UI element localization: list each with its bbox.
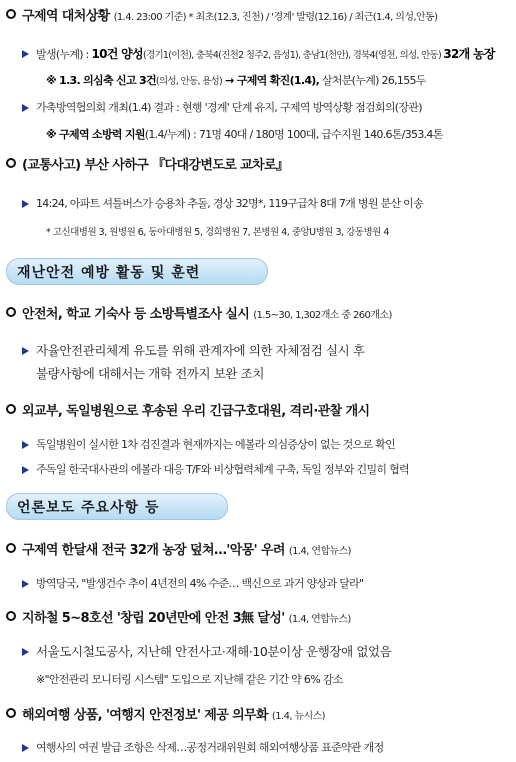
text-part: (1.4/누계) : 71명 40대 / 180명 100대, 급수지원 140.6톤/353.4톤 — [144, 128, 443, 141]
heading-meta: (1.4, 뉴시스) — [271, 711, 325, 722]
heading-meta: (1.4. 23:00 기준) * 최초(12.3, 진천) / '경계' 발령(12.16) / 최근(1.4, 의성,안동) — [113, 12, 438, 23]
text-part: ※ 1.3. 의심축 신고 3건 — [46, 74, 156, 87]
heading-meta: (1.4, 연합뉴스) — [288, 546, 351, 557]
section-bullet-circle — [6, 708, 16, 718]
heading-meta: (1.5~30, 1,302개소 중 260개소) — [253, 310, 392, 321]
section-heading — [22, 539, 512, 558]
text-part: 발생(누계) : — [36, 48, 92, 61]
bullet-triangle-icon — [22, 466, 29, 474]
bullet-triangle-icon — [22, 200, 29, 208]
text-part: 32개 농장 — [443, 47, 495, 61]
section-bullet-circle — [6, 9, 16, 19]
section-bullet-circle — [6, 611, 16, 621]
body-note — [46, 126, 514, 142]
section-heading — [22, 5, 512, 24]
body-line: 독일병원이 실시한 1차 검진결과 현재까지는 에볼라 의심증상이 없는 것으로 확인 — [36, 438, 396, 451]
body-line — [36, 45, 514, 62]
section-bullet-circle — [6, 307, 16, 317]
heading-text: 지하철 5~8호선 '창립 20년만에 안전 3無 달성' — [22, 611, 285, 626]
banner-text: 언론보도 주요사항 등 — [17, 499, 160, 516]
section-heading: (교통사고) 부산 사하구 『다대강변도로 교차로』 — [22, 158, 289, 173]
text-part: 10건 양성 — [91, 47, 143, 61]
heading-text: 구제역 대처상황 — [22, 9, 110, 24]
body-note — [46, 72, 514, 88]
body-line: 여행사의 여권 발급 조항은 삭제…공정거래위원회 해외여행상품 표준약관 개정 — [36, 741, 384, 754]
bullet-triangle-icon — [22, 744, 29, 752]
heading-meta: (1.4, 연합뉴스) — [288, 614, 351, 625]
body-line: 방역당국, "발생건수 추이 4년전의 4% 수준… 백신으로 과거 양상과 달라" — [36, 577, 364, 590]
bullet-triangle-icon — [22, 648, 29, 656]
text-part: ※ 구제역 소방력 지원 — [46, 128, 145, 141]
section-heading: 외교부, 독일병원으로 후송된 우리 긴급구호대원, 격리·관찰 개시 — [22, 404, 370, 419]
body-line: 가축방역협의회 개최(1.4) 결과 : 현행 '경계' 단계 유지, 구제역 방역상황 점검회의(장관) — [36, 101, 422, 114]
body-line: 불량사항에 대해서는 개학 전까지 보완 조치 — [36, 366, 265, 381]
body-line: 14:24, 아파트 셔틀버스가 승용차 추돌, 경상 32명*, 119구급차 8대 7개 병원 분산 이송 — [36, 197, 424, 210]
category-banner — [6, 493, 228, 520]
bullet-triangle-icon — [22, 347, 29, 355]
body-line: 자율안전관리체계 유도를 위해 관계자에 의한 자체점검 실시 후 — [36, 343, 365, 358]
heading-text: 해외여행 상품, '여행지 안전정보' 제공 의무화 — [22, 708, 268, 723]
bullet-triangle-icon — [22, 104, 29, 112]
text-part: → 구제역 확진(1.4), — [222, 74, 320, 87]
bullet-triangle-icon — [22, 50, 29, 58]
body-note: ※"안전관리 모니터링 시스템" 도입으로 지난해 같은 기간 약 6% 감소 — [36, 673, 343, 686]
section-bullet-circle — [6, 158, 16, 168]
section-bullet-circle — [6, 404, 16, 414]
body-line: 서울도시철도공사, 지난해 안전사고·재해·10분이상 운행장애 없었음 — [36, 644, 392, 659]
heading-text: 구제역 한달새 전국 32개 농장 덮쳐…'악몽' 우려 — [22, 543, 285, 558]
text-part: (의성, 안동, 용성) — [155, 76, 223, 87]
heading-text: 안전처, 학교 기숙사 등 소방특별조사 실시 — [22, 307, 250, 322]
section-heading — [22, 704, 512, 723]
section-bullet-circle — [6, 543, 16, 553]
body-note: * 고신대병원 3, 원병원 6, 동아대병원 5, 경희병원 7, 본병원 4, 중앙U병원 3, 강동병원 4 — [46, 227, 389, 238]
text-part: (경기1(이천), 충북4(진천2 청주2, 음성1), 충남1(천안), 경북4(영천, 의성, 안동) — [142, 50, 444, 61]
section-heading — [22, 303, 512, 322]
body-line: 주독일 한국대사관의 에볼라 대응 T/F와 비상협력체계 구축, 독일 정부와 긴밀히 협력 — [36, 463, 409, 476]
bullet-triangle-icon — [22, 580, 29, 588]
banner-text: 재난안전 예방 활동 및 훈련 — [17, 264, 201, 281]
bullet-triangle-icon — [22, 441, 29, 449]
text-part: 살처분(누계) 26,155두 — [319, 74, 426, 87]
section-heading — [22, 607, 512, 626]
category-banner — [6, 258, 268, 285]
